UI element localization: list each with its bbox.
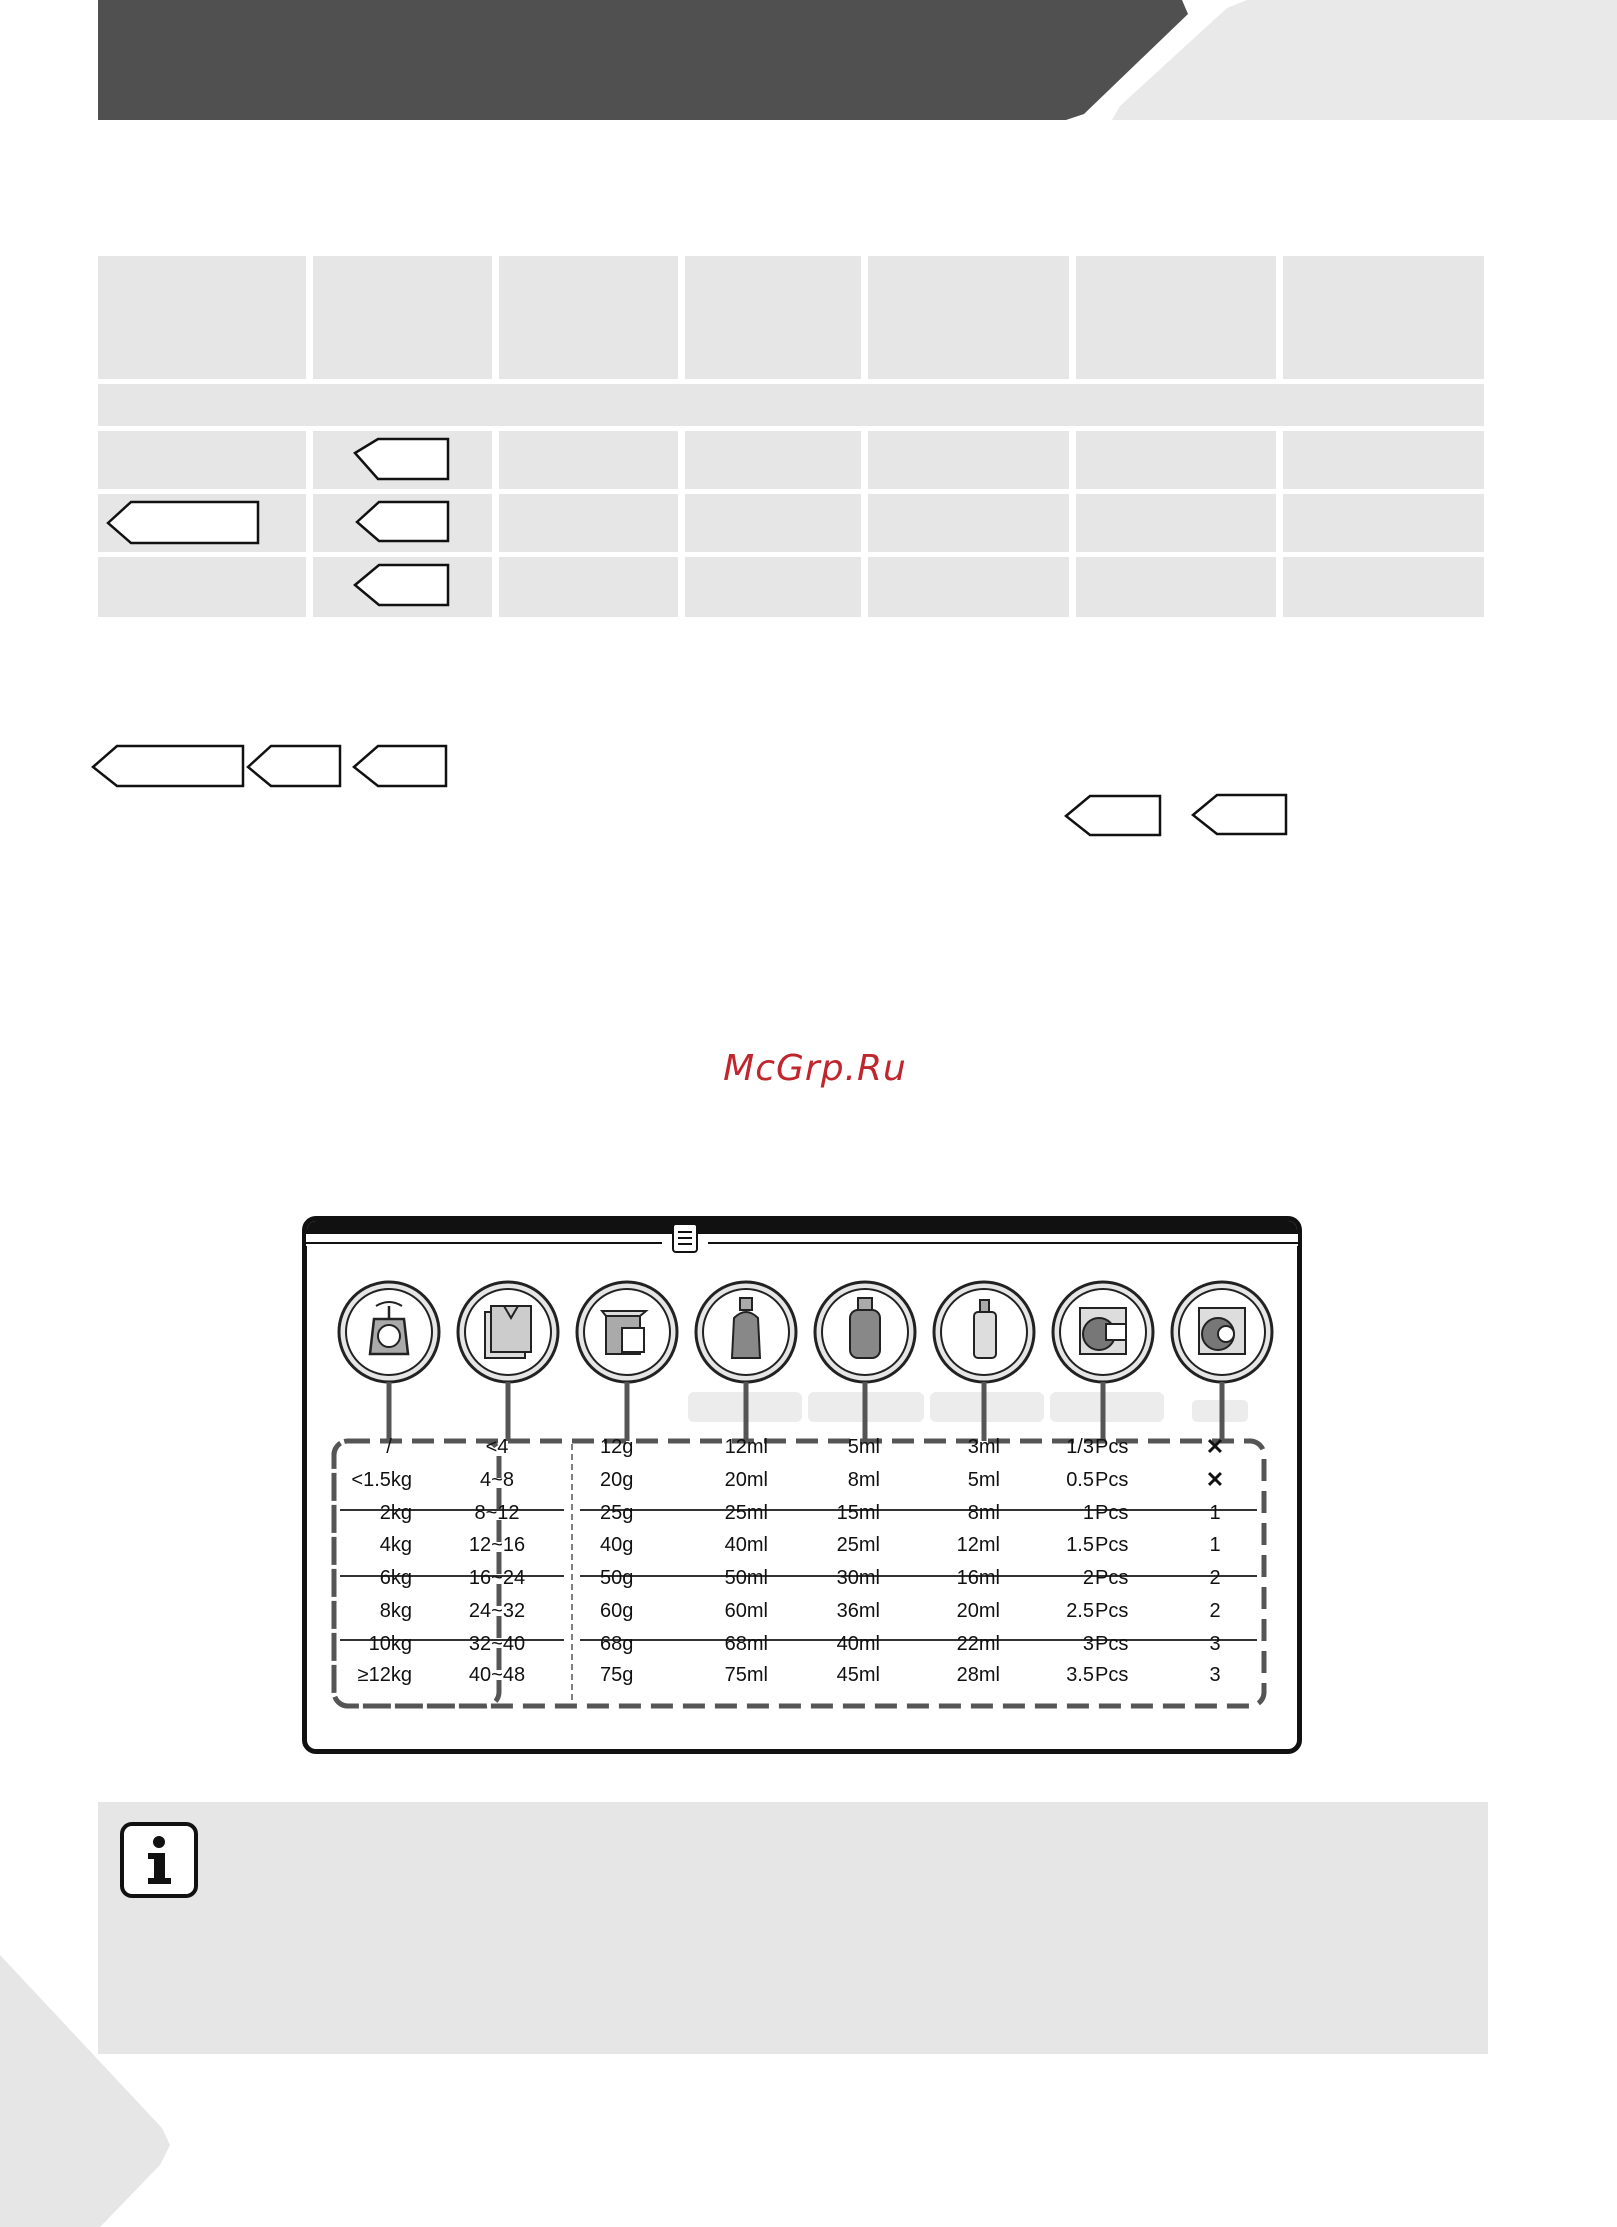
liquid-value: 28ml	[956, 1664, 1000, 1686]
weight-value: ≥12kg	[357, 1664, 412, 1686]
sheet-unit-label: Pcs	[1095, 1633, 1129, 1655]
sheet-unit-label: Pcs	[1095, 1567, 1129, 1589]
sheet-count-value: 3	[1082, 1633, 1094, 1655]
items-value: 32~40	[468, 1633, 526, 1655]
powder-value: 68g	[600, 1633, 634, 1655]
label-tag	[355, 565, 448, 605]
pod-count-value: 2	[1209, 1600, 1221, 1622]
weight-value: /	[386, 1436, 392, 1458]
info-icon	[120, 1822, 198, 1898]
label-tag	[108, 502, 258, 543]
liquid-value: 8ml	[967, 1502, 1000, 1524]
liquid-value: 36ml	[836, 1600, 880, 1622]
sheet-unit-label: Pcs	[1095, 1664, 1129, 1686]
sheet-unit-label: Pcs	[1095, 1502, 1129, 1524]
items-value: 16~24	[468, 1567, 526, 1589]
label-tag	[93, 746, 243, 786]
liquid-value: 68ml	[724, 1633, 768, 1655]
items-value: 12~16	[468, 1534, 526, 1556]
liquid-value: 50ml	[724, 1567, 768, 1589]
powder-value: 40g	[600, 1534, 634, 1556]
label-tag	[355, 439, 448, 479]
powder-value: 20g	[600, 1469, 634, 1491]
liquid-value: 12ml	[724, 1436, 768, 1458]
liquid-value: 15ml	[836, 1502, 880, 1524]
powder-value: 60g	[600, 1600, 634, 1622]
label-tag	[248, 746, 340, 786]
sheet-unit-label: Pcs	[1095, 1436, 1129, 1458]
liquid-value: 75ml	[724, 1664, 768, 1686]
label-tag	[357, 502, 448, 541]
sheet-count-value: 2.5	[1066, 1600, 1094, 1622]
liquid-value: 25ml	[724, 1502, 768, 1524]
label-tag	[1193, 795, 1286, 834]
powder-value: 25g	[600, 1502, 634, 1524]
document-icon	[673, 1224, 697, 1252]
powder-value: 75g	[600, 1664, 634, 1686]
weight-value: <1.5kg	[351, 1469, 412, 1491]
info-box	[98, 1802, 1488, 2054]
liquid-value: 12ml	[956, 1534, 1000, 1556]
items-value: 4~8	[480, 1469, 514, 1491]
liquid-value: 8ml	[847, 1469, 880, 1491]
liquid-value: 40ml	[724, 1534, 768, 1556]
powder-box-icon	[577, 1282, 677, 1382]
liquid-value: 45ml	[836, 1664, 880, 1686]
pod-count-value: ✕	[1205, 1434, 1225, 1459]
sheet-count-value: 2	[1082, 1567, 1094, 1589]
liquid-value: 5ml	[847, 1436, 880, 1458]
liquid-value: 60ml	[724, 1600, 768, 1622]
liquid-value: 25ml	[836, 1534, 880, 1556]
items-value: 8~12	[474, 1502, 520, 1524]
scale-icon	[339, 1282, 439, 1382]
sheet-count-value: 3.5	[1066, 1664, 1094, 1686]
liquid-value: 5ml	[967, 1469, 1000, 1491]
items-value: <4	[485, 1436, 509, 1458]
liquid-value: 30ml	[836, 1567, 880, 1589]
softener-bottle-icon	[815, 1282, 915, 1382]
detergent-sheet-icon	[1053, 1282, 1153, 1382]
powder-value: 50g	[600, 1567, 634, 1589]
liquid-value: 40ml	[836, 1633, 880, 1655]
pod-count-value: 1	[1209, 1534, 1221, 1556]
sheet-count-value: 0.5	[1066, 1469, 1094, 1491]
label-tag	[354, 746, 446, 786]
powder-value: 12g	[600, 1436, 634, 1458]
pod-count-value: 1	[1209, 1502, 1221, 1524]
items-value: 24~32	[468, 1600, 526, 1622]
weight-value: 6kg	[379, 1567, 412, 1589]
weight-value: 4kg	[379, 1534, 412, 1556]
sheet-unit-label: Pcs	[1095, 1469, 1129, 1491]
detergent-bottle-icon	[696, 1282, 796, 1382]
liquid-value: 3ml	[967, 1436, 1000, 1458]
liquid-value: 22ml	[956, 1633, 1000, 1655]
label-tags	[0, 0, 1617, 900]
label-tag	[1066, 796, 1160, 835]
pod-count-value: 3	[1209, 1664, 1221, 1686]
sheet-count-value: 1	[1082, 1502, 1094, 1524]
detergent-pod-icon	[1172, 1282, 1272, 1382]
watermark: McGrp.Ru	[723, 1048, 907, 1089]
items-value: 40~48	[468, 1664, 526, 1686]
spray-bottle-icon	[934, 1282, 1034, 1382]
sheet-count-value: 1.5	[1066, 1534, 1094, 1556]
liquid-value: 20ml	[956, 1600, 1000, 1622]
sheet-unit-label: Pcs	[1095, 1534, 1129, 1556]
liquid-value: 20ml	[724, 1469, 768, 1491]
sheet-unit-label: Pcs	[1095, 1600, 1129, 1622]
weight-value: 8kg	[379, 1600, 412, 1622]
pod-count-value: 3	[1209, 1633, 1221, 1655]
pod-count-value: 2	[1209, 1567, 1221, 1589]
clothes-icon	[458, 1282, 558, 1382]
sheet-count-value: 1/3	[1066, 1436, 1094, 1458]
liquid-value: 16ml	[956, 1567, 1000, 1589]
weight-value: 10kg	[368, 1633, 412, 1655]
pod-count-value: ✕	[1205, 1467, 1225, 1492]
weight-value: 2kg	[379, 1502, 412, 1524]
